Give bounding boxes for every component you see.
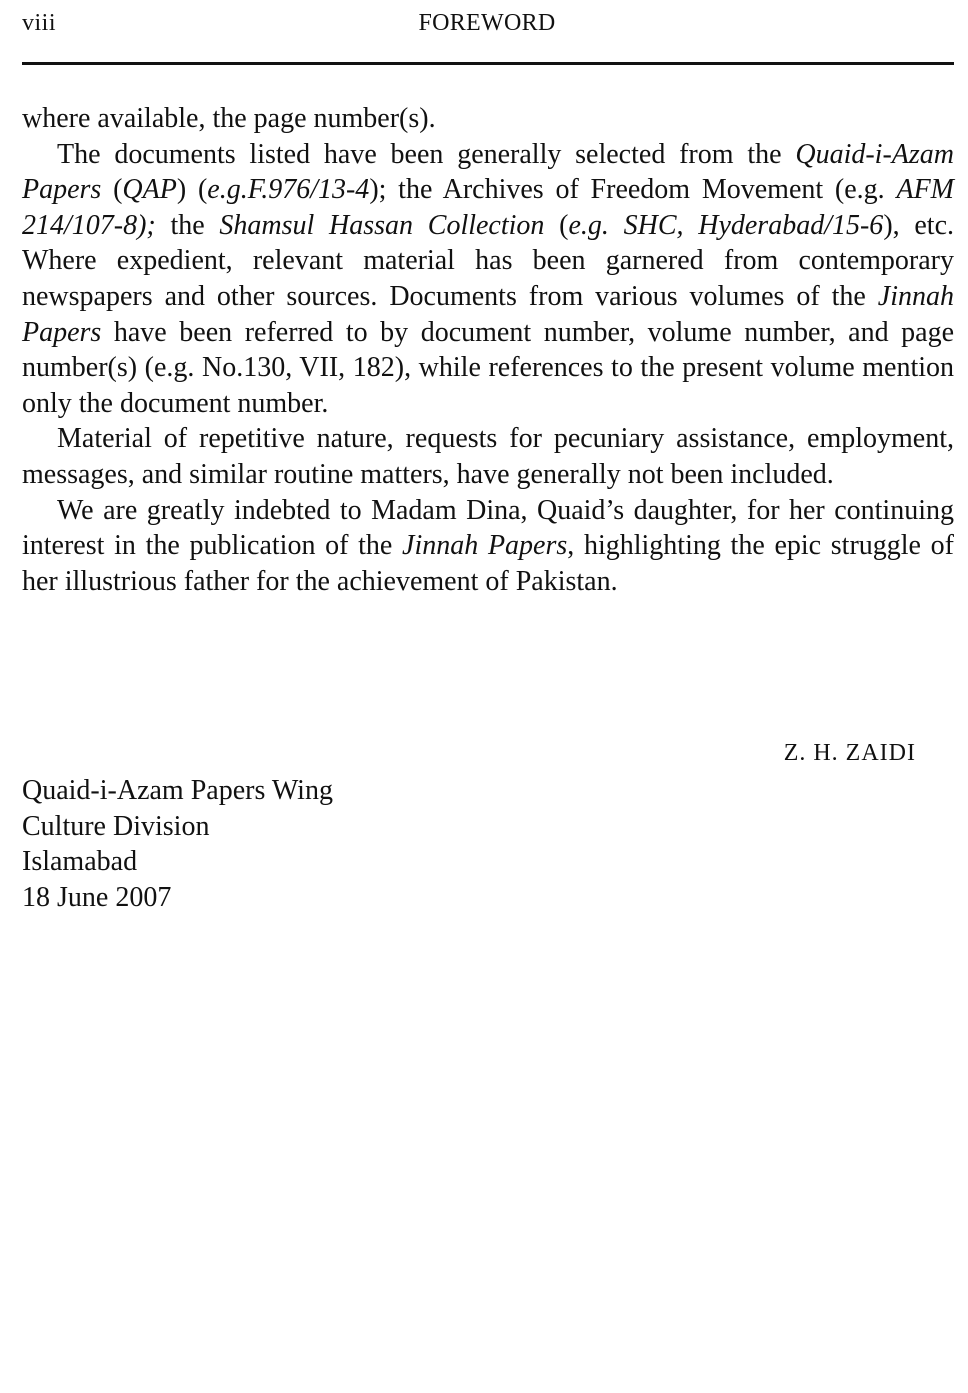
paragraph-acknowledgement	[22, 493, 954, 600]
running-head	[22, 8, 952, 42]
address-line-city: Islamabad	[22, 846, 138, 878]
italic-run: Jinnah Papers	[402, 530, 568, 562]
text-run: ), etc. Where expedient, relevant material has been garnered from contemporary newspapers and other sources. Documents from various volumes of the	[22, 209, 954, 312]
header-rule	[22, 62, 954, 65]
italic-run: Jinnah Papers	[22, 280, 954, 348]
text-run: The documents listed have been generally selected from the	[57, 138, 796, 170]
address-line-division: Culture Division	[22, 810, 210, 842]
text-run: (	[544, 209, 569, 241]
italic-run: e.g. SHC, Hyderabad/15-6	[568, 209, 884, 241]
italic-run: Quaid-i-Azam Papers	[22, 138, 954, 206]
text-run: (	[101, 174, 123, 206]
italic-run: AFM 214/107-8);	[22, 174, 954, 241]
address-line-wing: Quaid-i-Azam Papers Wing	[22, 775, 333, 806]
text-run: ); the Archives of Freedom Movement (e.g.	[369, 174, 897, 206]
italic-run: Shamsul Hassan Collection	[219, 209, 545, 241]
address-block	[22, 773, 333, 915]
text-run: , highlighting the epic struggle of her illustrious father for the achievement of Pakistan.	[22, 530, 955, 597]
paragraph-exclusions: Material of repetitive nature, requests for pecuniary assistance, employment, messages, and similar routine matters, have generally not been included.	[22, 423, 954, 490]
italic-run: e.g.F.976/13-4	[207, 174, 370, 206]
text-run: We are greatly indebted to Madam Dina, Quaid’s daughter, for her continuing interest in the publication of the	[22, 494, 954, 562]
text-run: the	[155, 209, 220, 241]
paragraph-continuation: where available, the page number(s).	[22, 103, 436, 134]
text-run: have been referred to by document number, volume number, and page number(s) (e.g. No.130, VII, 182), while references to the present volume mention only the document number.	[22, 316, 954, 419]
italic-run: QAP	[122, 174, 177, 206]
page-number: viii	[22, 10, 57, 36]
paragraph-sources	[22, 137, 954, 422]
text-run: ) (	[176, 174, 208, 206]
foreword-body	[22, 101, 954, 599]
signatory-name: Z. H. ZAIDI	[783, 740, 916, 766]
running-title: FOREWORD	[418, 10, 556, 36]
address-date: 18 June 2007	[22, 881, 172, 913]
